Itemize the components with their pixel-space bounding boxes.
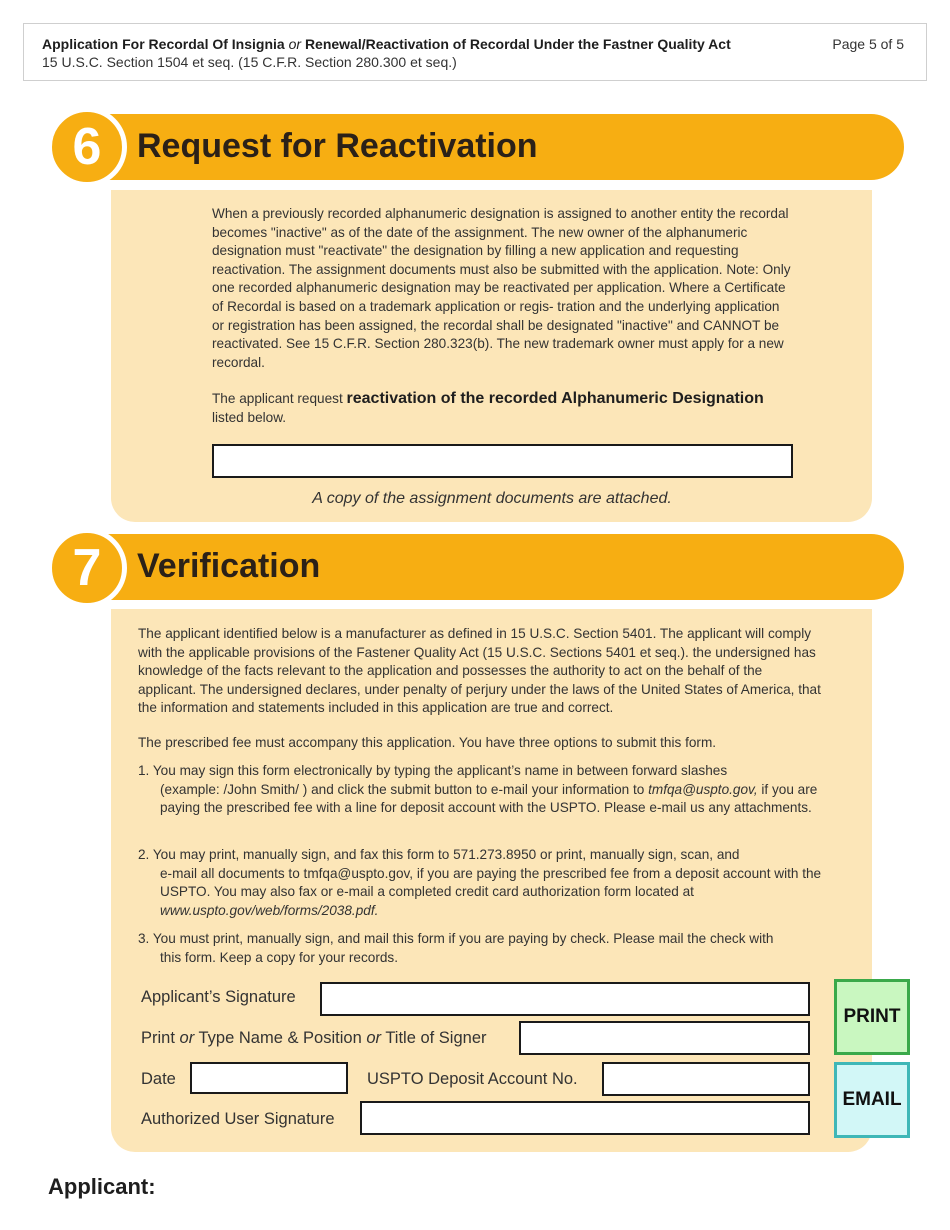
signer-label-title: Title of Signer	[385, 1029, 487, 1047]
designation-input[interactable]	[212, 444, 793, 478]
option-1-line-2: (example: /John Smith/ ) and click the submit button to e-mail your information to	[160, 781, 645, 797]
page-number: Page 5 of 5	[832, 36, 904, 52]
header-title-part-2: Renewal/Reactivation of Recordal Under the Fastner Quality Act	[304, 36, 731, 52]
header-title-or: or	[288, 36, 302, 52]
date-label: Date	[141, 1070, 176, 1088]
section6-body: When a previously recorded alphanumeric designation is assigned to another entity the recordal becomes "inactive" as of the date of the assignment. The new owner of the alphanumeric designation must "reactivate" the designation by filling a new application and requesting reactivation. The assignment documents must also be submitted with the application. Note: Only one recorded alphanumeric designation may be reactivated per application. Where a Certificate of Recordal is based on a trademark application or regis- tration and the underlying application or registration has been assigned, the recordal shall be designated "inactive" and CANNOT be reactivated. See 15 C.F.R. Section 280.323(b). The new trademark owner must apply for a new recordal.	[212, 206, 791, 370]
document-header	[23, 23, 927, 81]
option-1-continued	[138, 781, 823, 818]
option-1-line-3: if you are paying the prescribed fee with a line for deposit account with the USPTO. Please e-mail us any attachments.	[160, 781, 818, 816]
request-suffix: listed below.	[212, 409, 287, 425]
assignment-caption: A copy of the assignment documents are attached.	[312, 490, 672, 507]
option-3-line-2: this form. Keep a copy for your records.	[160, 949, 398, 965]
option-3	[138, 930, 823, 967]
option-3-line-1: 3. You must print, manually sign, and mail this form if you are paying by check. Please mail the check with	[138, 931, 774, 946]
signer-name-input[interactable]	[519, 1021, 810, 1055]
signer-name-label	[141, 1029, 487, 1048]
option-1-email: tmfqa@uspto.gov,	[648, 781, 758, 797]
authorized-signature-label: Authorized User Signature	[141, 1110, 335, 1128]
request-bold: reactivation of the recorded Alphanumeric Designation	[346, 390, 764, 407]
date-input[interactable]	[190, 1062, 348, 1094]
signer-label-print: Print	[141, 1029, 175, 1047]
option-1	[138, 762, 823, 818]
fee-note: The prescribed fee must accompany this application. You have three options to submit this form.	[138, 735, 717, 750]
applicant-heading: Applicant:	[48, 1174, 156, 1199]
authorized-signature-input[interactable]	[360, 1101, 810, 1135]
print-button[interactable]: PRINT	[834, 979, 910, 1055]
option-1-line-1: 1. You may sign this form electronically by typing the applicant’s name in between forward slashes	[138, 763, 728, 778]
email-button[interactable]: EMAIL	[834, 1062, 910, 1138]
section6-title: Request for Reactivation	[137, 127, 538, 165]
header-title-part-1: Application For Recordal Of Insignia	[42, 36, 285, 52]
deposit-account-label: USPTO Deposit Account No.	[367, 1070, 578, 1088]
section7-number: 7	[47, 528, 127, 608]
option-2	[138, 846, 823, 920]
option-2-url: www.uspto.gov/web/forms/2038.pdf.	[160, 902, 379, 918]
applicant-signature-label: Applicant’s Signature	[141, 988, 296, 1006]
option-2-line-1: 2. You may print, manually sign, and fax this form to 571.273.8950 or print, manually sign, scan, and	[138, 847, 740, 862]
applicant-signature-input[interactable]	[320, 982, 810, 1016]
request-prefix: The applicant request	[212, 391, 343, 406]
verification-body: The applicant identified below is a manufacturer as defined in 15 U.S.C. Section 5401. The applicant will comply with the applicable provisions of the Fastener Quality Act (15 U.S.C. Sections 5401 et seq.). the undersigned has knowledge of the facts relevant to the application and possesses the authority to act on the behalf of the applicant. The undersigned declares, under penalty of perjury under the laws of the United States of America, that the information and statements included in this application are true and correct.	[138, 626, 821, 716]
signer-label-type: Type Name & Position	[198, 1029, 362, 1047]
reactivation-request-text	[212, 390, 812, 427]
option-2-line-2: e-mail all documents to tmfqa@uspto.gov, if you are paying the prescribed fee from a deposit account with the USPTO. You may also fax or e-mail a completed credit card authorization form located at	[160, 865, 822, 900]
section6-number: 6	[47, 107, 127, 187]
option-2-continued	[138, 865, 823, 921]
signer-label-or-1: or	[179, 1029, 195, 1047]
signer-label-or-2: or	[366, 1029, 382, 1047]
section7-title: Verification	[137, 547, 321, 585]
header-subtitle: 15 U.S.C. Section 1504 et seq. (15 C.F.R. Section 280.300 et seq.)	[42, 54, 457, 70]
deposit-account-input[interactable]	[602, 1062, 810, 1096]
header-title	[42, 36, 731, 52]
